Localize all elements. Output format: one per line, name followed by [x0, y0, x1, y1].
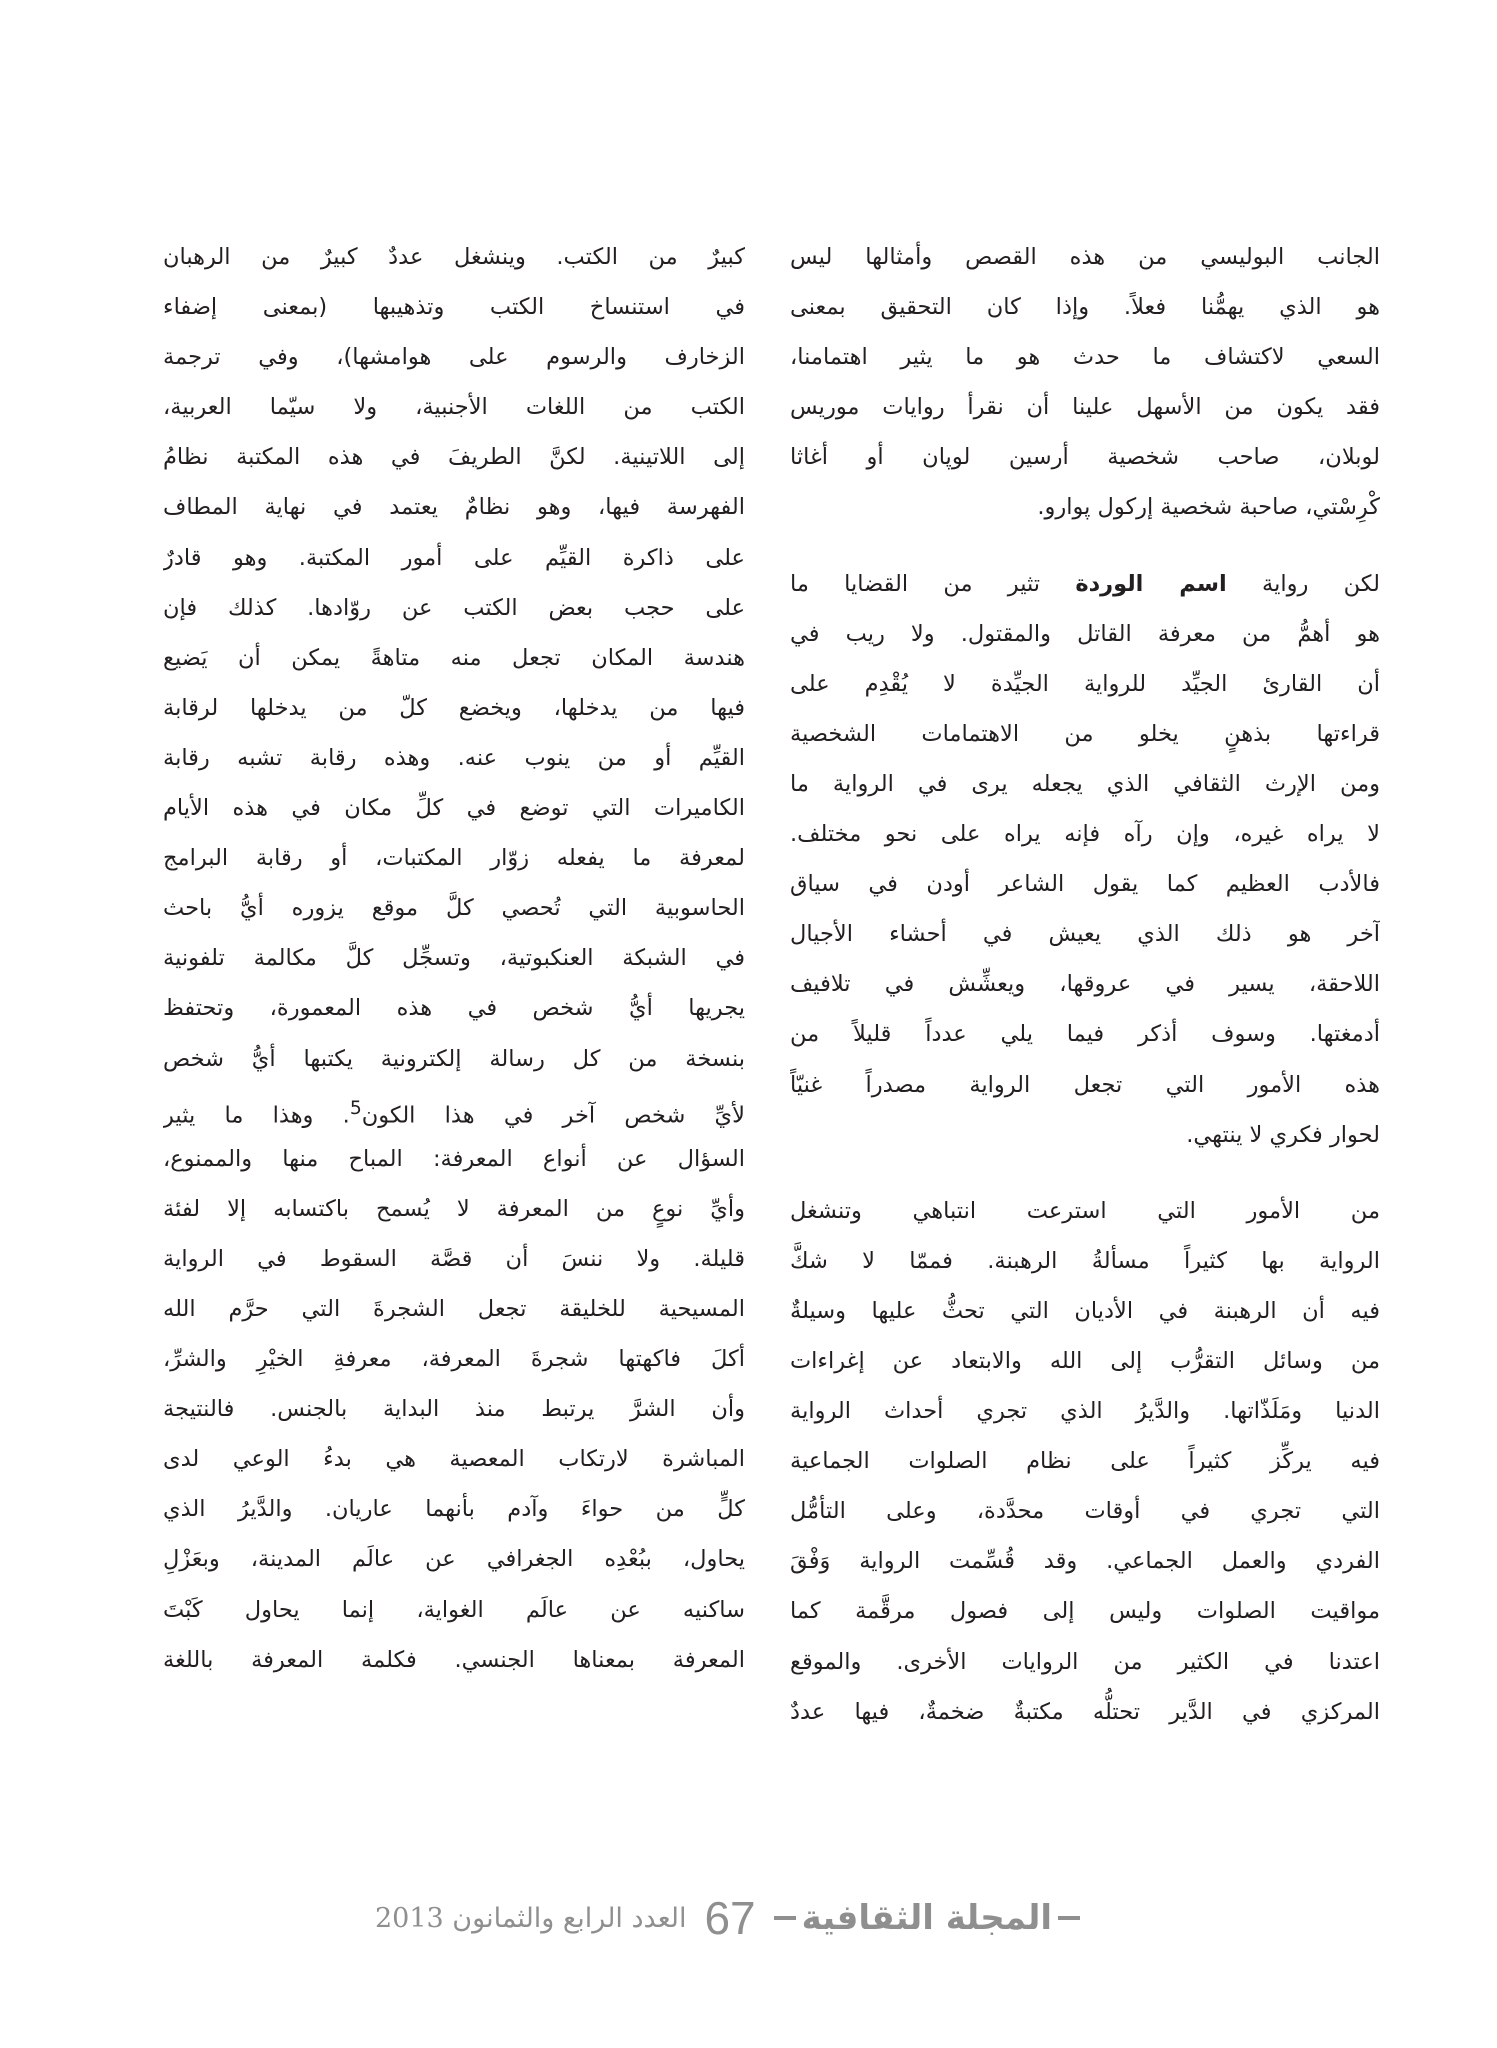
text-line: فالأدب العظيم كما يقول الشاعر أودن في سياق: [790, 871, 1380, 898]
text-line: أكلَ فاكهتها شجرةَ المعرفة، معرفةِ الخيْرِ والشرِّ،: [163, 1346, 745, 1373]
text-column-left: [163, 232, 745, 1685]
text-line: لمعرفة ما يفعله زوّار المكتبات، أو رقابة البرامج: [163, 845, 745, 872]
text-line: الحاسوبية التي تُحصي كلَّ موقع يزوره أيُّ باحث: [163, 895, 745, 922]
logo-bar-icon: [774, 1916, 796, 1920]
text-line: آخر هو ذلك الذي يعيش في أحشاء الأجيال: [790, 921, 1380, 948]
magazine-logo: [774, 1898, 1080, 1938]
text-line: الدنيا ومَلَذّاتها. والدَّيرُ الذي تجري أحداث الرواية: [790, 1398, 1380, 1425]
text-line: وأن الشرَّ يرتبط منذ البداية بالجنس. فالنتيجة: [163, 1396, 745, 1423]
text-line: على ذاكرة القيِّم على أمور المكتبة. وهو قادرٌ: [163, 544, 745, 571]
text-line: قراءتها بذهنٍ يخلو من الاهتمامات الشخصية: [790, 720, 1380, 747]
text-column-right: [790, 232, 1380, 1737]
text-line: الرواية بها كثيراً مسألةُ الرهبنة. فممّا لا شكَّ: [790, 1247, 1380, 1274]
text-line: [790, 559, 1380, 609]
text-line: كلٍّ من حواءَ وآدم بأنهما عاريان. والدَّيرُ الذي: [163, 1496, 745, 1523]
text-line: هو الذي يهمُّنا فعلاً. وإذا كان التحقيق بمعنى: [790, 294, 1380, 321]
text-line: الفردي والعمل الجماعي. وقد قُسِّمت الرواية وَفْقَ: [790, 1548, 1380, 1575]
logo-bar-icon: [1058, 1916, 1080, 1920]
text-line: التي تجري في أوقات محدَّدة، وعلى التأمُّل: [790, 1498, 1380, 1525]
text-line: وأيِّ نوعٍ من المعرفة لا يُسمح باكتسابه إلا لفئة: [163, 1195, 745, 1222]
text-line: قليلة. ولا ننسَ أن قصَّة السقوط في الرواية: [163, 1245, 745, 1272]
issue-label: العدد الرابع والثمانون 2013: [375, 1902, 687, 1934]
text-line: يجريها أيُّ شخص في هذه المعمورة، وتحتفظ: [163, 995, 745, 1022]
text-line: من الأمور التي استرعت انتباهي وتنشغل: [790, 1197, 1380, 1224]
text-line: الكتب من اللغات الأجنبية، ولا سيّما العربية،: [163, 394, 745, 421]
text-line: المسيحية للخليقة تجعل الشجرةَ التي حرَّم الله: [163, 1295, 745, 1322]
text-line: الزخارف والرسوم على هوامشها)، وفي ترجمة: [163, 344, 745, 371]
text-line: الجانب البوليسي من هذه القصص وأمثالها ليس: [790, 244, 1380, 270]
text-line: على حجب بعض الكتب عن روّادها. كذلك فإن: [163, 594, 745, 621]
text-line: في استنساخ الكتب وتذهيبها (بمعنى إضفاء: [163, 294, 745, 321]
text-fragment: لأيِّ شخص آخر في هذا الكون: [361, 1102, 745, 1129]
text-line: [163, 1084, 745, 1134]
text-line: المباشرة لارتكاب المعصية هي بدءُ الوعي لدى: [163, 1446, 745, 1473]
text-line: اعتدنا في الكثير من الروايات الأخرى. والموقع: [790, 1648, 1380, 1675]
text-line: السؤال عن أنواع المعرفة: المباح منها والممنوع،: [163, 1145, 745, 1172]
text-line: ساكنيه عن عالَم الغواية، إنما يحاول كَبْتَ: [163, 1596, 745, 1623]
text-line: إلى اللاتينية. لكنَّ الطريفَ في هذه المكتبة نظامُ: [163, 444, 745, 471]
text-fragment: تثير من القضايا ما: [790, 570, 1076, 597]
text-line: القيِّم أو من ينوب عنه. وهذه رقابة تشبه رقابة: [163, 744, 745, 771]
text-line: أن القارئ الجيِّد للرواية الجيِّدة لا يُقْدِم على: [790, 670, 1380, 697]
text-line: مواقيت الصلوات وليس إلى فصول مرقَّمة كما: [790, 1598, 1380, 1625]
text-fragment: . وهذا ما يثير: [163, 1102, 350, 1129]
text-line: هو أهمُّ من معرفة القاتل والمقتول. ولا ريب في: [790, 620, 1380, 647]
text-line: هذه الأمور التي تجعل الرواية مصدراً غنيّاً: [790, 1071, 1380, 1098]
text-line: ومن الإرث الثقافي الذي يجعله يرى في الرواية ما: [790, 770, 1380, 797]
text-line: كْرِسْتي، صاحبة شخصية إركول پوارو.: [1037, 494, 1380, 521]
text-line: فقد يكون من الأسهل علينا أن نقرأ روايات موريس: [790, 394, 1380, 421]
text-line: كبيرٌ من الكتب. وينشغل عددٌ كبيرٌ من الرهبان: [163, 244, 745, 270]
text-line: في الشبكة العنكبوتية، وتسجِّل كلَّ مكالمة تلفونية: [163, 945, 745, 972]
text-line: الفهرسة فيها، وهو نظامٌ يعتمد في نهاية المطاف: [163, 494, 745, 521]
text-line: بنسخة من كل رسالة إلكترونية يكتبها أيُّ شخص: [163, 1045, 745, 1072]
text-line: فيه يركِّز كثيراً على نظام الصلوات الجماعية: [790, 1448, 1380, 1475]
text-fragment: لكن رواية: [1226, 570, 1380, 597]
text-line: المركزي في الدَّير تحتلُّه مكتبةٌ ضخمةٌ، فيها عددٌ: [790, 1698, 1380, 1725]
text-line: المعرفة بمعناها الجنسي. فكلمة المعرفة باللغة: [163, 1646, 745, 1673]
paragraph-gap: [790, 1160, 1380, 1186]
footnote-marker: 5: [349, 1097, 362, 1119]
magazine-logo-text: المجلة الثقافية: [801, 1898, 1052, 1938]
text-line: هندسة المكان تجعل منه متاهةً يمكن أن يَضيع: [163, 644, 745, 671]
text-line: فيه أن الرهبنة في الأديان التي تحثُّ عليها وسيلةٌ: [790, 1297, 1380, 1324]
text-line: الكاميرات التي توضع في كلِّ مكان في هذه الأيام: [163, 795, 745, 822]
text-line: السعي لاكتشاف ما حدث هو ما يثير اهتمامنا،: [790, 344, 1380, 371]
text-line: لا يراه غيره، وإن رآه فإنه يراه على نحو مختلف.: [790, 821, 1380, 848]
paragraph-gap: [790, 533, 1380, 559]
novel-title: اسم الوردة: [1075, 570, 1227, 597]
text-line: لوبلان، صاحب شخصية أرسين لوپان أو أغاثا: [790, 444, 1380, 471]
text-line: أدمغتها. وسوف أذكر فيما يلي عدداً قليلاً من: [790, 1021, 1380, 1048]
text-line: من وسائل التقرُّب إلى الله والابتعاد عن إغراءات: [790, 1347, 1380, 1374]
text-line: يحاول، ببُعْدِه الجغرافي عن عالَم المدينة، وبعَزْلِ: [163, 1546, 745, 1573]
page-number: 67: [704, 1892, 756, 1944]
text-line: اللاحقة، يسير في عروقها، ويعشِّش في تلافيف: [790, 971, 1380, 998]
text-line: فيها من يدخلها، ويخضع كلّ من يدخلها لرقابة: [163, 694, 745, 721]
page-footer: [375, 1885, 1080, 1951]
text-line: لحوار فكري لا ينتهي.: [1186, 1121, 1380, 1148]
